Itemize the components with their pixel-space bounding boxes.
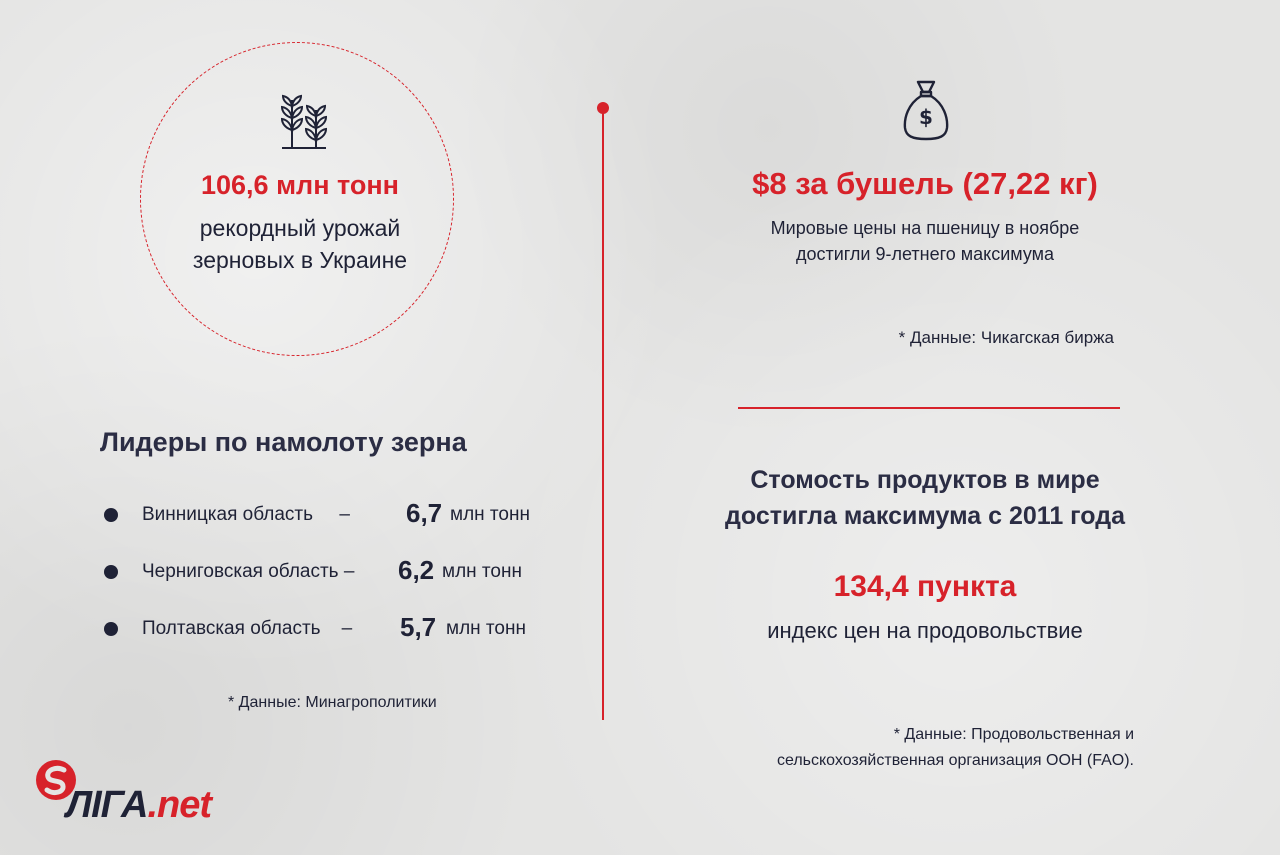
left-source-note: * Данные: Минагрополитики — [228, 694, 437, 711]
bullet — [104, 565, 118, 579]
logo-main: ЛІГА — [66, 784, 148, 826]
harvest-caption-line1: рекордный урожай — [199, 215, 401, 241]
vertical-divider — [602, 112, 604, 720]
bullet — [104, 508, 118, 522]
leaders-title: Лидеры по намолоту зерна — [100, 427, 467, 457]
harvest-caption-line2: зерновых в Украине — [192, 247, 408, 273]
leader-unit: млн тонн — [446, 618, 526, 639]
wheat-icon — [278, 94, 330, 150]
wheat-price-value: $8 за бушель (27,22 кг) — [752, 166, 1098, 201]
leader-unit: млн тонн — [450, 504, 530, 525]
bullet — [104, 622, 118, 636]
leader-value: 6,7 — [406, 498, 443, 528]
price-caption-line2: достигли 9-летнего максимума — [795, 244, 1055, 264]
leader-value: 5,7 — [400, 612, 437, 642]
cost-title-line1: Стомость продуктов в мире — [750, 466, 1100, 494]
liga-logo[interactable] — [66, 784, 211, 827]
fao-source-line1: * Данные: Продовольственная и — [893, 726, 1134, 743]
leader-region: Полтавская область – — [142, 618, 353, 639]
harvest-value: 106,6 млн тонн — [201, 170, 399, 200]
price-source-note: * Данные: Чикагская биржа — [898, 328, 1114, 347]
leader-row — [104, 557, 564, 587]
food-cost-title — [700, 462, 1150, 534]
fao-source-line2: сельскохозяйственная организация ООН (FAO). — [776, 752, 1134, 769]
leader-unit: млн тонн — [442, 561, 522, 582]
wheat-price-caption — [700, 215, 1150, 267]
harvest-caption — [140, 212, 460, 276]
leader-value: 6,2 — [398, 555, 435, 585]
leader-row — [104, 500, 564, 530]
leader-region: Черниговская область – — [142, 561, 355, 582]
food-index-caption: индекс цен на продовольствие — [767, 618, 1083, 643]
logo-suffix: .net — [147, 784, 212, 826]
fao-source-note — [700, 722, 1134, 774]
leader-region: Винницкая область – — [142, 504, 350, 525]
horizontal-divider — [738, 407, 1120, 409]
svg-text:$: $ — [919, 105, 933, 129]
cost-title-line2: достигла максимума с 2011 года — [725, 502, 1125, 530]
divider-dot — [597, 102, 609, 114]
leader-row — [104, 614, 564, 644]
price-caption-line1: Мировые цены на пшеницу в ноябре — [770, 218, 1080, 238]
food-index-value: 134,4 пункта — [833, 570, 1017, 603]
money-bag-icon — [902, 78, 950, 142]
